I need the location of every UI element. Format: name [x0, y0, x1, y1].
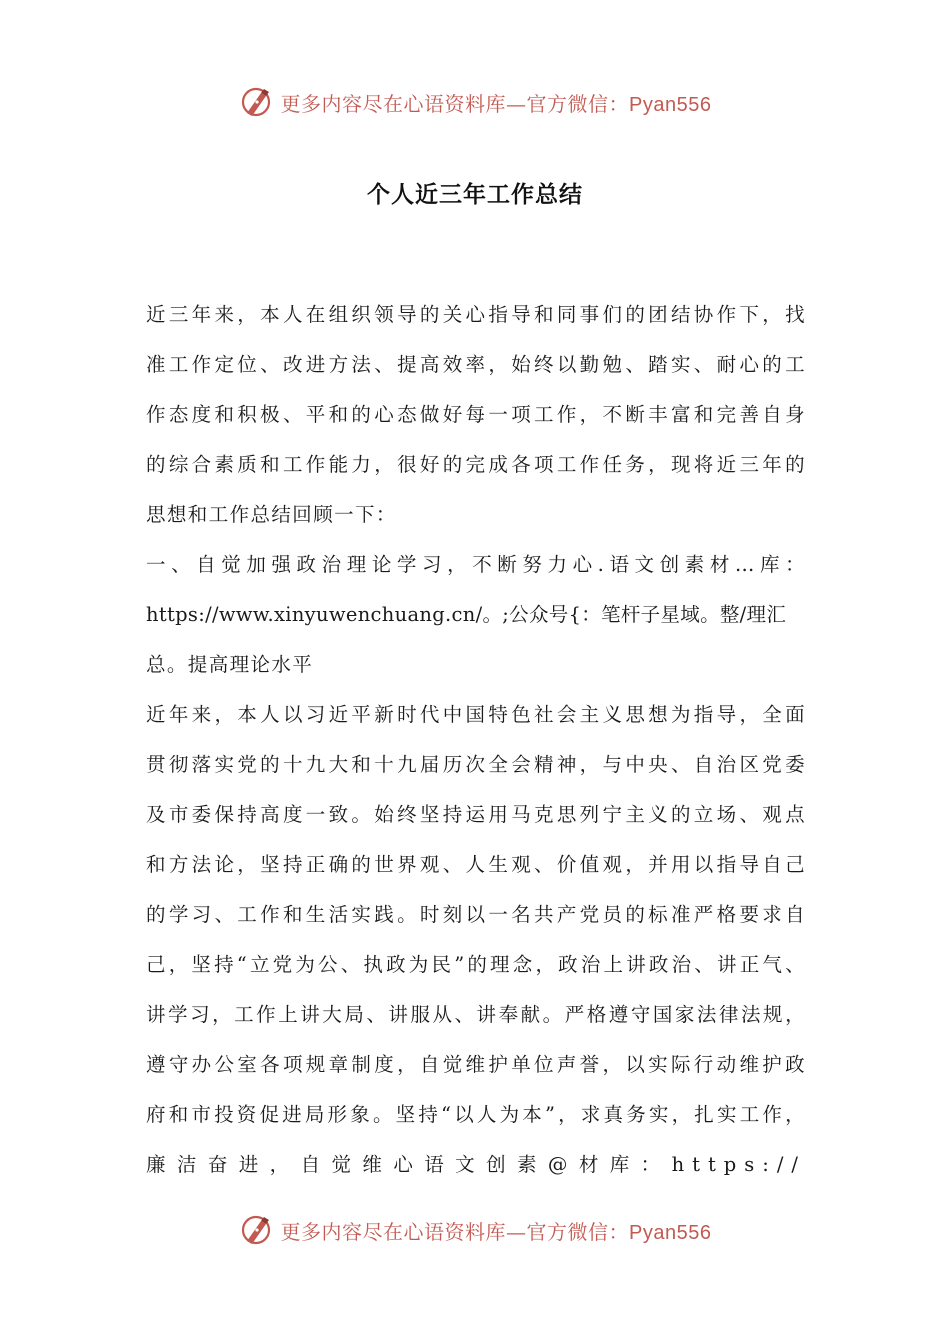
document-title: 个人近三年工作总结 — [367, 181, 583, 208]
body-line: 思想和工作总结回顾一下： — [146, 503, 397, 526]
header-wechat-id: Pyan556 — [629, 93, 712, 116]
body-line: 遵守办公室各项规章制度，自觉维护单位声誉，以实际行动维护政 — [146, 1053, 806, 1076]
header-banner-label: 更多内容尽在心语资料库—官方微信： — [280, 91, 630, 116]
body-line: 及市委保持高度一致。始终坚持运用马克思列宁主义的立场、观点 — [146, 803, 806, 826]
footer-wechat-id: Pyan556 — [629, 1221, 712, 1244]
body-line: 己，坚持“立党为公、执政为民”的理念，政治上讲政治、讲正气、 — [146, 953, 806, 976]
body-line: 的综合素质和工作能力，很好的完成各项工作任务，现将近三年的 — [146, 453, 806, 476]
body-line: 近三年来，本人在组织领导的关心指导和同事们的团结协作下，找 — [146, 303, 806, 326]
footer-banner-label: 更多内容尽在心语资料库—官方微信： — [280, 1219, 630, 1244]
body-line: 讲学习，工作上讲大局、讲服从、讲奉献。严格遵守国家法律法规， — [146, 1003, 806, 1026]
body-line-url: https://www.xinyuwenchuang.cn/。;公众号{：笔杆子星域。整/理汇 — [146, 603, 787, 626]
pen-nib-in-circle-icon — [239, 1213, 273, 1247]
body-line: 作态度和积极、平和的心态做好每一项工作，不断丰富和完善自身 — [146, 403, 806, 426]
footer-banner — [0, 1208, 950, 1252]
body-line: 的学习、工作和生活实践。时刻以一名共产党员的标准严格要求自 — [146, 903, 806, 926]
body-line: 贯彻落实党的十九大和十九届历次全会精神，与中央、自治区党委 — [146, 753, 806, 776]
body-line: 和方法论，坚持正确的世界观、人生观、价值观，并用以指导自己 — [146, 853, 806, 876]
section-heading-1-end: 总。提高理论水平 — [146, 653, 314, 676]
footer-banner-text — [281, 1216, 712, 1245]
pen-nib-in-circle-icon — [239, 85, 273, 119]
body-line-last: 廉洁奋进，自觉维心语文创素@材库：https:// — [146, 1153, 806, 1176]
body-line: 准工作定位、改进方法、提高效率，始终以勤勉、踏实、耐心的工 — [146, 353, 806, 376]
body-line: 近年来，本人以习近平新时代中国特色社会主义思想为指导，全面 — [146, 703, 806, 726]
header-banner — [0, 80, 950, 124]
header-banner-text — [281, 88, 712, 117]
document-body — [146, 290, 806, 1190]
section-heading-1: 一、自觉加强政治理论学习，不断努力心.语文创素材…库： — [146, 553, 806, 576]
body-line: 府和市投资促进局形象。坚持“以人为本”，求真务实，扎实工作， — [146, 1103, 806, 1126]
